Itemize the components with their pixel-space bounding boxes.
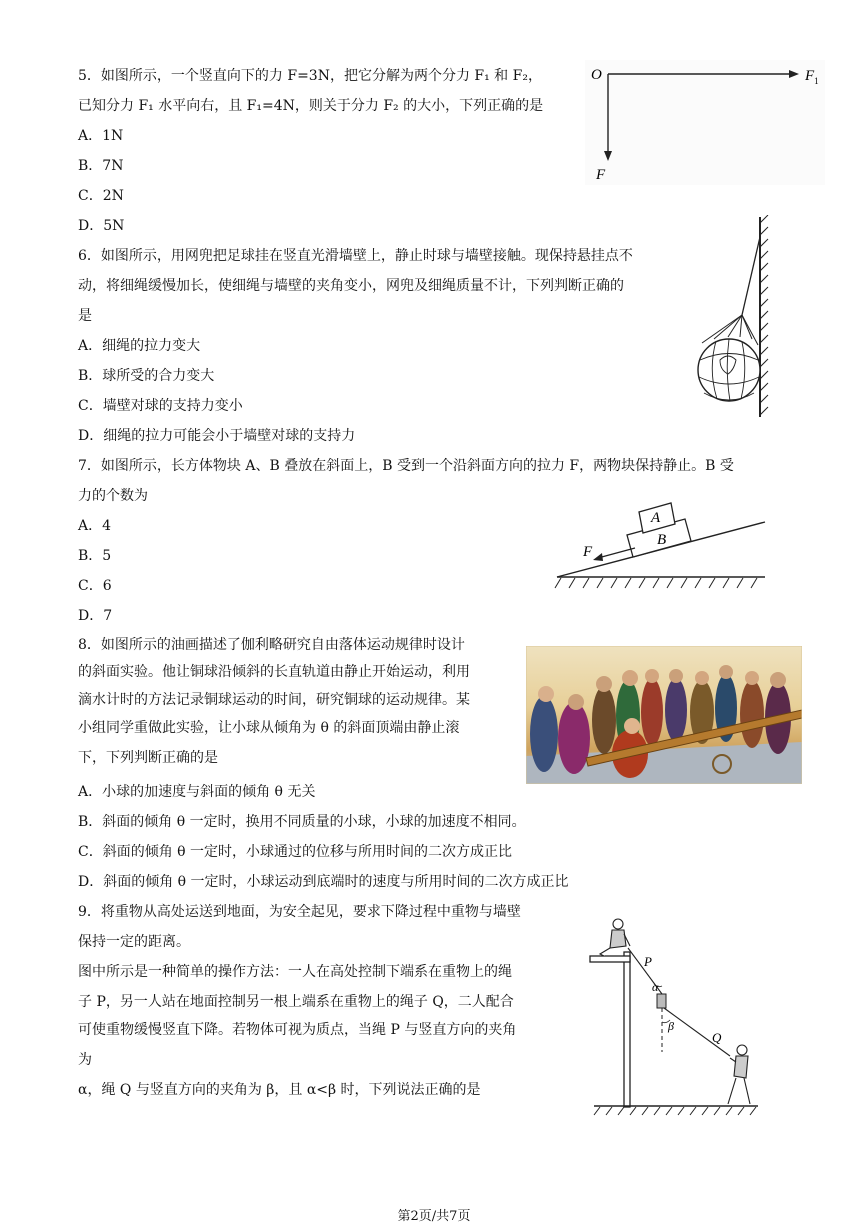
q9-label-beta: β: [668, 1019, 674, 1033]
q5-option-a: A．1N: [78, 128, 124, 144]
q5-label-o: O: [591, 67, 602, 83]
q7-label-b: B: [657, 532, 667, 548]
q7-label-a: A: [651, 510, 661, 526]
q9-label-alpha: α: [652, 980, 659, 994]
q9-stem-line6: 为: [78, 1052, 92, 1068]
q8-option-b: B．斜面的倾角 θ 一定时，换用不同质量的小球，小球的加速度不相同。: [78, 814, 526, 830]
q9-stem-line2: 保持一定的距离。: [78, 934, 190, 950]
q7-option-d: D．7: [78, 608, 113, 624]
q7-stem-line1: 7．如图所示，长方体物块 A、B 叠放在斜面上，B 受到一个沿斜面方向的拉力 F，两物块保持静止。B 受: [78, 458, 734, 474]
q8-option-d: D．斜面的倾角 θ 一定时，小球运动到底端时的速度与所用时间的二次方成正比: [78, 874, 569, 890]
galileo-oil-painting: [526, 646, 802, 784]
ground-worker: [728, 1045, 750, 1104]
q9-rope-diagram: [588, 912, 768, 1117]
q7-option-c: C．6: [78, 578, 112, 594]
q5-label-f1: F: [805, 68, 815, 84]
q6-stem-line1: 6．如图所示，用网兜把足球挂在竖直光滑墙壁上，静止时球与墙壁接触。现保持悬挂点不: [78, 248, 633, 264]
q6-stem-line2: 动，将细绳缓慢加长，使细绳与墙壁的夹角变小，网兜及细绳质量不计，下列判断正确的: [78, 278, 624, 294]
q6-option-b: B．球所受的合力变大: [78, 368, 215, 384]
q5-label-f: F: [596, 167, 606, 183]
q6-option-d: D．细绳的拉力可能会小于墙壁对球的支持力: [78, 428, 356, 444]
q9-stem-line5: 可使重物缓慢竖直下降。若物体可视为质点，当绳 P 与竖直方向的夹角: [78, 1022, 517, 1038]
q9-stem-line7: α，绳 Q 与竖直方向的夹角为 β，且 α<β 时，下列说法正确的是: [78, 1082, 481, 1098]
q8-stem-line5: 下，下列判断正确的是: [78, 750, 218, 766]
q7-label-f: F: [583, 544, 593, 560]
q8-option-a: A．小球的加速度与斜面的倾角 θ 无关: [78, 784, 316, 800]
q8-option-c: C．斜面的倾角 θ 一定时，小球通过的位移与所用时间的二次方成正比: [78, 844, 513, 860]
q9-stem-line4: 子 P，另一人站在地面控制另一根上端系在重物上的绳子 Q，二人配合: [78, 994, 514, 1010]
q6-option-a: A．细绳的拉力变大: [78, 338, 201, 354]
q8-stem-line1: 8．如图所示的油画描述了伽利略研究自由落体运动规律时设计: [78, 637, 465, 653]
q8-stem-line2: 的斜面实验。他让铜球沿倾斜的长直轨道由静止开始运动，利用: [78, 664, 470, 680]
q7-option-b: B．5: [78, 548, 112, 564]
page-footer: 第2页/共7页: [397, 1209, 471, 1224]
top-worker: [600, 919, 630, 956]
q8-stem-line3: 滴水计时的方法记录铜球运动的时间，研究铜球的运动规律。某: [78, 692, 470, 708]
q5-stem-line2: 已知分力 F₁ 水平向右，且 F₁=4N，则关于分力 F₂ 的大小，下列正确的是: [78, 98, 544, 114]
q5-option-b: B．7N: [78, 158, 124, 174]
q5-label-f1-sub: 1: [814, 76, 819, 86]
q6-ball-on-wall-diagram: [690, 215, 780, 420]
q5-option-c: C．2N: [78, 188, 124, 204]
q7-option-a: A．4: [78, 518, 112, 534]
q5-option-d: D．5N: [78, 218, 125, 234]
q7-incline-diagram: [553, 494, 768, 594]
q9-stem-line3: 图中所示是一种简单的操作方法：一人在高处控制下端系在重物上的绳: [78, 964, 512, 980]
q5-stem-line1: 5．如图所示，一个竖直向下的力 F=3N，把它分解为两个分力 F₁ 和 F₂，: [78, 68, 542, 84]
q6-stem-line3: 是: [78, 308, 92, 324]
q9-label-p: P: [644, 954, 652, 969]
q8-stem-line4: 小组同学重做此实验，让小球从倾角为 θ 的斜面顶端由静止滚: [78, 720, 460, 736]
q6-option-c: C．墙壁对球的支持力变小: [78, 398, 243, 414]
q9-label-q: Q: [712, 1030, 722, 1045]
q5-force-diagram: [585, 60, 825, 185]
q7-stem-line2: 力的个数为: [78, 488, 148, 504]
q9-stem-line1: 9．将重物从高处运送到地面，为安全起见，要求下降过程中重物与墙壁: [78, 904, 521, 920]
